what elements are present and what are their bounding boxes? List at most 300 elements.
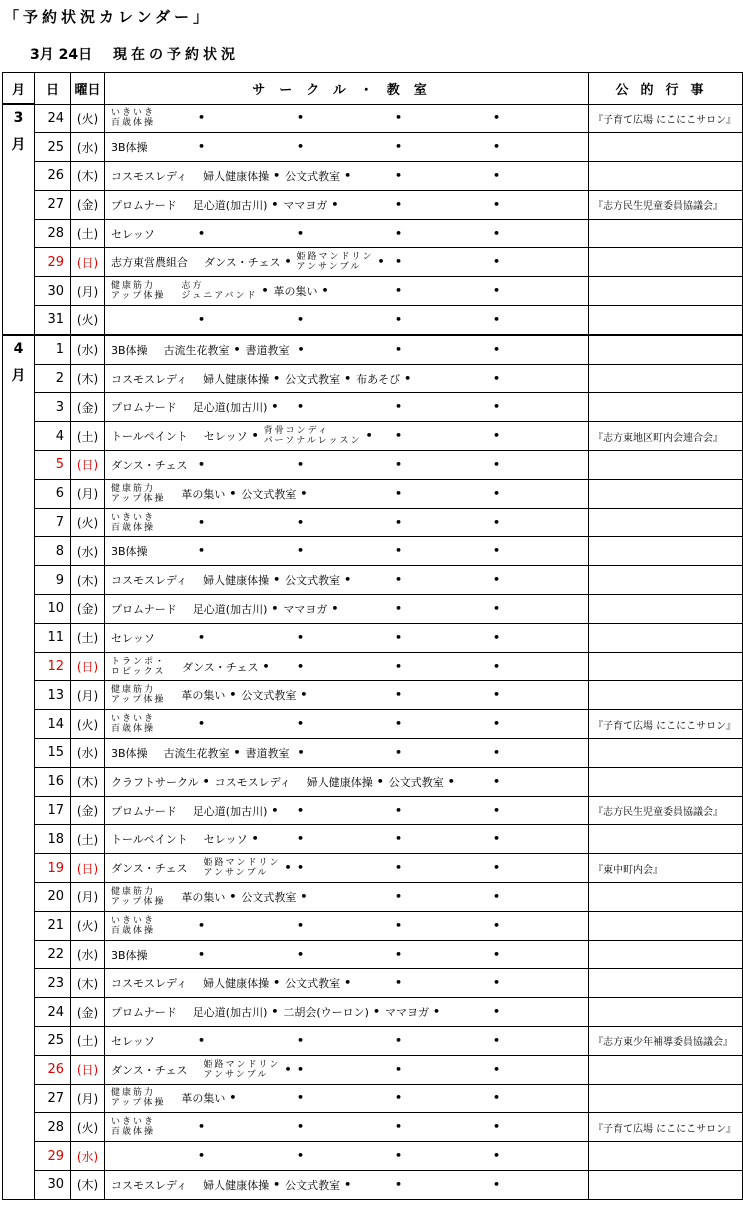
events-cell bbox=[105, 364, 589, 393]
public-event-cell bbox=[589, 335, 743, 364]
public-event-cell: 『子育て広場 にこにこサロン』 bbox=[589, 710, 743, 739]
separator-dot: • bbox=[198, 1120, 206, 1134]
event-label: 足心道(加古川) bbox=[192, 602, 268, 616]
separator-dot: • bbox=[493, 716, 501, 730]
event-item bbox=[241, 681, 296, 709]
event-label: 革の集い bbox=[181, 689, 226, 703]
separator-dot: • bbox=[395, 255, 403, 269]
separator-dot: • bbox=[344, 168, 352, 182]
separator-dot: • bbox=[395, 688, 403, 702]
events-cell bbox=[105, 335, 589, 364]
event-line: アンサンブル bbox=[296, 262, 362, 273]
event-label: 志方東営農組合 bbox=[111, 256, 188, 270]
events-cell bbox=[105, 739, 589, 768]
events-cell bbox=[105, 1142, 589, 1171]
event-item bbox=[181, 681, 225, 709]
separator-dot: • bbox=[395, 601, 403, 615]
event-item bbox=[111, 653, 166, 681]
dow-cell: (水) bbox=[71, 940, 105, 969]
separator-dot: • bbox=[395, 1177, 403, 1191]
event-item bbox=[285, 162, 340, 190]
separator-dot: • bbox=[297, 803, 305, 817]
table-row bbox=[3, 796, 743, 825]
dow-cell: (月) bbox=[71, 479, 105, 508]
separator-dot: • bbox=[493, 400, 501, 414]
event-item bbox=[264, 422, 362, 450]
separator-dot: • bbox=[493, 601, 501, 615]
separator-dot: • bbox=[395, 889, 403, 903]
public-event-cell bbox=[589, 508, 743, 537]
event-line: いきいき bbox=[111, 108, 156, 119]
day-cell: 8 bbox=[35, 537, 71, 566]
events-cell bbox=[105, 451, 589, 480]
separator-dot: • bbox=[198, 312, 206, 326]
events-cell bbox=[105, 767, 589, 796]
separator-dot: • bbox=[493, 544, 501, 558]
event-item bbox=[111, 883, 165, 911]
day-cell: 27 bbox=[35, 1084, 71, 1113]
separator-dot: • bbox=[493, 976, 501, 990]
separator-dot: • bbox=[395, 284, 403, 298]
event-label: コスモスレディ bbox=[214, 775, 291, 789]
dow-cell: (火) bbox=[71, 911, 105, 940]
dow-cell: (土) bbox=[71, 623, 105, 652]
dow-cell: (火) bbox=[71, 710, 105, 739]
separator-dot: • bbox=[493, 226, 501, 240]
event-item bbox=[215, 768, 291, 796]
separator-dot: • bbox=[493, 745, 501, 759]
separator-dot: • bbox=[395, 1033, 403, 1047]
dow-cell: (火) bbox=[71, 104, 105, 133]
event-label: プロムナード bbox=[111, 804, 177, 818]
dow-cell: (木) bbox=[71, 767, 105, 796]
table-row bbox=[3, 219, 743, 248]
dow-cell: (水) bbox=[71, 537, 105, 566]
event-label: 足心道(加古川) bbox=[192, 804, 268, 818]
event-line: 健康筋力 bbox=[111, 281, 156, 292]
events-cell bbox=[105, 1113, 589, 1142]
separator-dot: • bbox=[395, 429, 403, 443]
separator-dot: • bbox=[395, 168, 403, 182]
table-row bbox=[3, 883, 743, 912]
events-cell bbox=[105, 104, 589, 133]
events-cell bbox=[105, 537, 589, 566]
dow-cell: (日) bbox=[71, 652, 105, 681]
dow-cell: (日) bbox=[71, 854, 105, 883]
event-item bbox=[203, 365, 269, 393]
table-row bbox=[3, 998, 743, 1027]
event-item bbox=[203, 162, 269, 190]
event-item bbox=[385, 998, 429, 1026]
dow-cell: (水) bbox=[71, 335, 105, 364]
separator-dot: • bbox=[300, 688, 308, 702]
event-line: ロビックス bbox=[111, 666, 166, 677]
event-line: いきいき bbox=[111, 915, 156, 926]
event-line: 姫路マンドリン bbox=[203, 858, 281, 869]
day-cell: 27 bbox=[35, 190, 71, 219]
separator-dot: • bbox=[262, 659, 270, 673]
events-cell bbox=[105, 248, 589, 277]
event-item bbox=[111, 1056, 187, 1084]
event-item bbox=[111, 595, 177, 623]
dow-cell: (金) bbox=[71, 796, 105, 825]
events-cell bbox=[105, 998, 589, 1027]
event-label: セレッソ bbox=[111, 227, 155, 241]
separator-dot: • bbox=[493, 572, 501, 586]
table-row bbox=[3, 277, 743, 306]
day-cell: 11 bbox=[35, 623, 71, 652]
dow-cell: (土) bbox=[71, 422, 105, 451]
separator-dot: • bbox=[493, 486, 501, 500]
separator-dot: • bbox=[233, 342, 241, 356]
event-label: プロムナード bbox=[111, 1006, 177, 1020]
event-item bbox=[203, 1171, 269, 1199]
separator-dot: • bbox=[395, 544, 403, 558]
day-cell: 25 bbox=[35, 133, 71, 162]
separator-dot: • bbox=[300, 889, 308, 903]
month-cell bbox=[3, 104, 35, 335]
separator-dot: • bbox=[284, 1062, 292, 1076]
events-cell bbox=[105, 422, 589, 451]
table-row bbox=[3, 451, 743, 480]
separator-dot: • bbox=[404, 371, 412, 385]
event-label: セレッソ bbox=[111, 631, 155, 645]
subtitle-status: 現在の予約状況 bbox=[112, 47, 239, 63]
event-item bbox=[111, 768, 199, 796]
separator-dot: • bbox=[395, 342, 403, 356]
event-label: 足心道(加古川) bbox=[192, 1006, 268, 1020]
day-cell: 1 bbox=[35, 335, 71, 364]
dow-cell: (月) bbox=[71, 883, 105, 912]
events-cell bbox=[105, 595, 589, 624]
event-item bbox=[111, 451, 187, 479]
event-label: 書道教室 bbox=[245, 343, 290, 357]
event-item bbox=[111, 480, 165, 508]
separator-dot: • bbox=[229, 889, 237, 903]
separator-dot: • bbox=[395, 111, 403, 125]
event-item bbox=[111, 248, 188, 276]
dow-cell: (金) bbox=[71, 190, 105, 219]
event-item bbox=[164, 739, 230, 767]
events-cell bbox=[105, 623, 589, 652]
separator-dot: • bbox=[395, 976, 403, 990]
event-label: 古流生花教室 bbox=[163, 343, 230, 357]
event-label: 公文式教室 bbox=[241, 689, 297, 703]
separator-dot: • bbox=[297, 947, 305, 961]
event-line: 百歳体操 bbox=[111, 118, 156, 129]
event-item bbox=[111, 1113, 155, 1141]
event-item bbox=[111, 912, 155, 940]
day-cell: 17 bbox=[35, 796, 71, 825]
event-line: アンサンブル bbox=[203, 1069, 269, 1080]
event-item bbox=[193, 595, 268, 623]
event-item bbox=[111, 336, 148, 364]
event-item bbox=[111, 422, 188, 450]
separator-dot: • bbox=[297, 1120, 305, 1134]
separator-dot: • bbox=[297, 226, 305, 240]
table-row bbox=[3, 681, 743, 710]
event-line: 百歳体操 bbox=[111, 925, 156, 936]
event-item bbox=[111, 133, 148, 161]
event-label: 婦人健康体操 bbox=[306, 775, 373, 789]
separator-dot: • bbox=[493, 1033, 501, 1047]
event-label: 足心道(加古川) bbox=[192, 198, 268, 212]
separator-dot: • bbox=[297, 630, 305, 644]
event-label: ママヨガ bbox=[384, 1006, 429, 1020]
month-cell bbox=[3, 335, 35, 1199]
separator-dot: • bbox=[202, 774, 210, 788]
separator-dot: • bbox=[493, 947, 501, 961]
events-cell bbox=[105, 277, 589, 306]
public-event-cell: 『子育て広場 にこにこサロン』 bbox=[589, 104, 743, 133]
public-event-cell bbox=[589, 393, 743, 422]
separator-dot: • bbox=[297, 1062, 305, 1076]
event-item bbox=[204, 248, 280, 276]
table-row bbox=[3, 940, 743, 969]
table-row bbox=[3, 190, 743, 219]
event-item bbox=[273, 277, 317, 305]
separator-dot: • bbox=[198, 630, 206, 644]
day-cell: 26 bbox=[35, 1055, 71, 1084]
dow-cell: (月) bbox=[71, 681, 105, 710]
separator-dot: • bbox=[344, 572, 352, 586]
public-event-cell bbox=[589, 479, 743, 508]
table-row bbox=[3, 393, 743, 422]
event-item bbox=[181, 480, 225, 508]
events-cell bbox=[105, 508, 589, 537]
separator-dot: • bbox=[493, 1148, 501, 1162]
dow-cell: (水) bbox=[71, 739, 105, 768]
table-row bbox=[3, 767, 743, 796]
table-row bbox=[3, 652, 743, 681]
table-row bbox=[3, 1027, 743, 1056]
day-cell: 24 bbox=[35, 104, 71, 133]
public-event-cell bbox=[589, 911, 743, 940]
event-item bbox=[203, 566, 269, 594]
events-cell bbox=[105, 854, 589, 883]
separator-dot: • bbox=[297, 111, 305, 125]
event-label: 公文式教室 bbox=[285, 574, 341, 588]
dow-cell: (木) bbox=[71, 364, 105, 393]
dow-cell: (日) bbox=[71, 248, 105, 277]
event-item bbox=[111, 1171, 187, 1199]
separator-dot: • bbox=[395, 457, 403, 471]
table-row bbox=[3, 335, 743, 364]
event-item bbox=[111, 537, 148, 565]
events-cell bbox=[105, 479, 589, 508]
separator-dot: • bbox=[376, 774, 384, 788]
public-event-cell bbox=[589, 537, 743, 566]
separator-dot: • bbox=[395, 515, 403, 529]
day-cell: 6 bbox=[35, 479, 71, 508]
separator-dot: • bbox=[229, 688, 237, 702]
event-item bbox=[203, 854, 280, 882]
event-item bbox=[181, 277, 257, 305]
event-line: パーソナルレッスン bbox=[263, 436, 362, 447]
month-label: 月 bbox=[11, 367, 26, 384]
public-event-cell bbox=[589, 998, 743, 1027]
day-cell: 23 bbox=[35, 969, 71, 998]
dow-cell: (水) bbox=[71, 133, 105, 162]
event-item bbox=[111, 566, 187, 594]
separator-dot: • bbox=[198, 226, 206, 240]
separator-dot: • bbox=[493, 860, 501, 874]
event-label: 公文式教室 bbox=[388, 775, 444, 789]
separator-dot: • bbox=[493, 659, 501, 673]
events-cell bbox=[105, 306, 589, 335]
public-event-cell bbox=[589, 595, 743, 624]
event-item bbox=[181, 1085, 225, 1113]
day-cell: 14 bbox=[35, 710, 71, 739]
separator-dot: • bbox=[493, 342, 501, 356]
separator-dot: • bbox=[233, 745, 241, 759]
separator-dot: • bbox=[198, 1033, 206, 1047]
dow-cell: (土) bbox=[71, 219, 105, 248]
event-item bbox=[111, 797, 177, 825]
day-cell: 16 bbox=[35, 767, 71, 796]
header-month: 月 bbox=[3, 73, 35, 105]
events-cell bbox=[105, 1084, 589, 1113]
event-line: 百歳体操 bbox=[111, 522, 156, 533]
separator-dot: • bbox=[273, 1177, 281, 1191]
separator-dot: • bbox=[395, 716, 403, 730]
separator-dot: • bbox=[395, 918, 403, 932]
events-cell bbox=[105, 1055, 589, 1084]
table-row bbox=[3, 133, 743, 162]
event-item bbox=[111, 393, 177, 421]
event-item bbox=[241, 883, 296, 911]
event-item bbox=[111, 854, 187, 882]
dow-cell: (火) bbox=[71, 306, 105, 335]
public-event-cell bbox=[589, 133, 743, 162]
separator-dot: • bbox=[198, 918, 206, 932]
separator-dot: • bbox=[297, 1091, 305, 1105]
dow-cell: (日) bbox=[71, 451, 105, 480]
event-item bbox=[193, 998, 268, 1026]
separator-dot: • bbox=[273, 371, 281, 385]
day-cell: 10 bbox=[35, 595, 71, 624]
table-row bbox=[3, 162, 743, 191]
day-cell: 5 bbox=[35, 451, 71, 480]
event-item bbox=[111, 998, 177, 1026]
separator-dot: • bbox=[297, 400, 305, 414]
dow-cell: (金) bbox=[71, 998, 105, 1027]
separator-dot: • bbox=[493, 371, 501, 385]
event-label: 公文式教室 bbox=[241, 487, 297, 501]
event-item bbox=[283, 595, 327, 623]
event-item bbox=[356, 365, 400, 393]
public-event-cell bbox=[589, 1142, 743, 1171]
events-cell bbox=[105, 1027, 589, 1056]
event-line: 志方 bbox=[181, 281, 204, 292]
event-label: 革の集い bbox=[273, 285, 318, 299]
separator-dot: • bbox=[493, 140, 501, 154]
day-cell: 12 bbox=[35, 652, 71, 681]
separator-dot: • bbox=[297, 659, 305, 673]
separator-dot: • bbox=[395, 947, 403, 961]
table-row bbox=[3, 364, 743, 393]
dow-cell: (金) bbox=[71, 393, 105, 422]
public-event-cell bbox=[589, 883, 743, 912]
event-label: 公文式教室 bbox=[241, 890, 297, 904]
event-line: 姫路マンドリン bbox=[296, 252, 374, 263]
day-cell: 29 bbox=[35, 1142, 71, 1171]
event-item bbox=[164, 336, 230, 364]
event-item bbox=[283, 998, 369, 1026]
separator-dot: • bbox=[493, 111, 501, 125]
separator-dot: • bbox=[432, 1004, 440, 1018]
event-item bbox=[111, 825, 188, 853]
public-event-cell bbox=[589, 969, 743, 998]
dow-cell: (日) bbox=[71, 1055, 105, 1084]
dow-cell: (月) bbox=[71, 277, 105, 306]
separator-dot: • bbox=[493, 168, 501, 182]
event-label: プロムナード bbox=[111, 602, 177, 616]
header-public: 公的行事 bbox=[589, 73, 743, 105]
separator-dot: • bbox=[447, 774, 455, 788]
separator-dot: • bbox=[297, 342, 305, 356]
month-label: 月 bbox=[11, 137, 26, 153]
table-row bbox=[3, 306, 743, 335]
event-label: 3B体操 bbox=[111, 948, 148, 962]
separator-dot: • bbox=[493, 918, 501, 932]
event-item bbox=[283, 191, 327, 219]
public-event-cell bbox=[589, 451, 743, 480]
events-cell bbox=[105, 219, 589, 248]
event-line: いきいき bbox=[111, 512, 156, 523]
separator-dot: • bbox=[331, 601, 339, 615]
public-event-cell bbox=[589, 623, 743, 652]
separator-dot: • bbox=[297, 312, 305, 326]
separator-dot: • bbox=[493, 832, 501, 846]
events-cell bbox=[105, 652, 589, 681]
day-cell: 9 bbox=[35, 566, 71, 595]
table-row bbox=[3, 969, 743, 998]
table-row bbox=[3, 1170, 743, 1199]
event-item bbox=[111, 105, 155, 133]
separator-dot: • bbox=[493, 1091, 501, 1105]
separator-dot: • bbox=[395, 140, 403, 154]
public-event-cell bbox=[589, 248, 743, 277]
event-label: 布あそび bbox=[356, 372, 401, 386]
event-label: ダンス・チェス bbox=[111, 458, 188, 472]
separator-dot: • bbox=[271, 601, 279, 615]
event-item bbox=[389, 768, 444, 796]
public-event-cell bbox=[589, 364, 743, 393]
separator-dot: • bbox=[493, 312, 501, 326]
events-cell bbox=[105, 133, 589, 162]
event-item bbox=[204, 825, 248, 853]
event-label: 書道教室 bbox=[245, 746, 290, 760]
events-cell bbox=[105, 825, 589, 854]
event-item bbox=[111, 509, 155, 537]
public-event-cell bbox=[589, 739, 743, 768]
public-event-cell bbox=[589, 277, 743, 306]
separator-dot: • bbox=[493, 1120, 501, 1134]
public-event-cell bbox=[589, 681, 743, 710]
event-item bbox=[241, 480, 296, 508]
event-label: プロムナード bbox=[111, 198, 177, 212]
separator-dot: • bbox=[198, 947, 206, 961]
table-row bbox=[3, 104, 743, 133]
dow-cell: (火) bbox=[71, 1113, 105, 1142]
dow-cell: (木) bbox=[71, 1170, 105, 1199]
event-item bbox=[246, 739, 290, 767]
separator-dot: • bbox=[365, 429, 373, 443]
public-event-cell bbox=[589, 1055, 743, 1084]
event-label: トールペイント bbox=[111, 833, 188, 847]
table-row bbox=[3, 1055, 743, 1084]
